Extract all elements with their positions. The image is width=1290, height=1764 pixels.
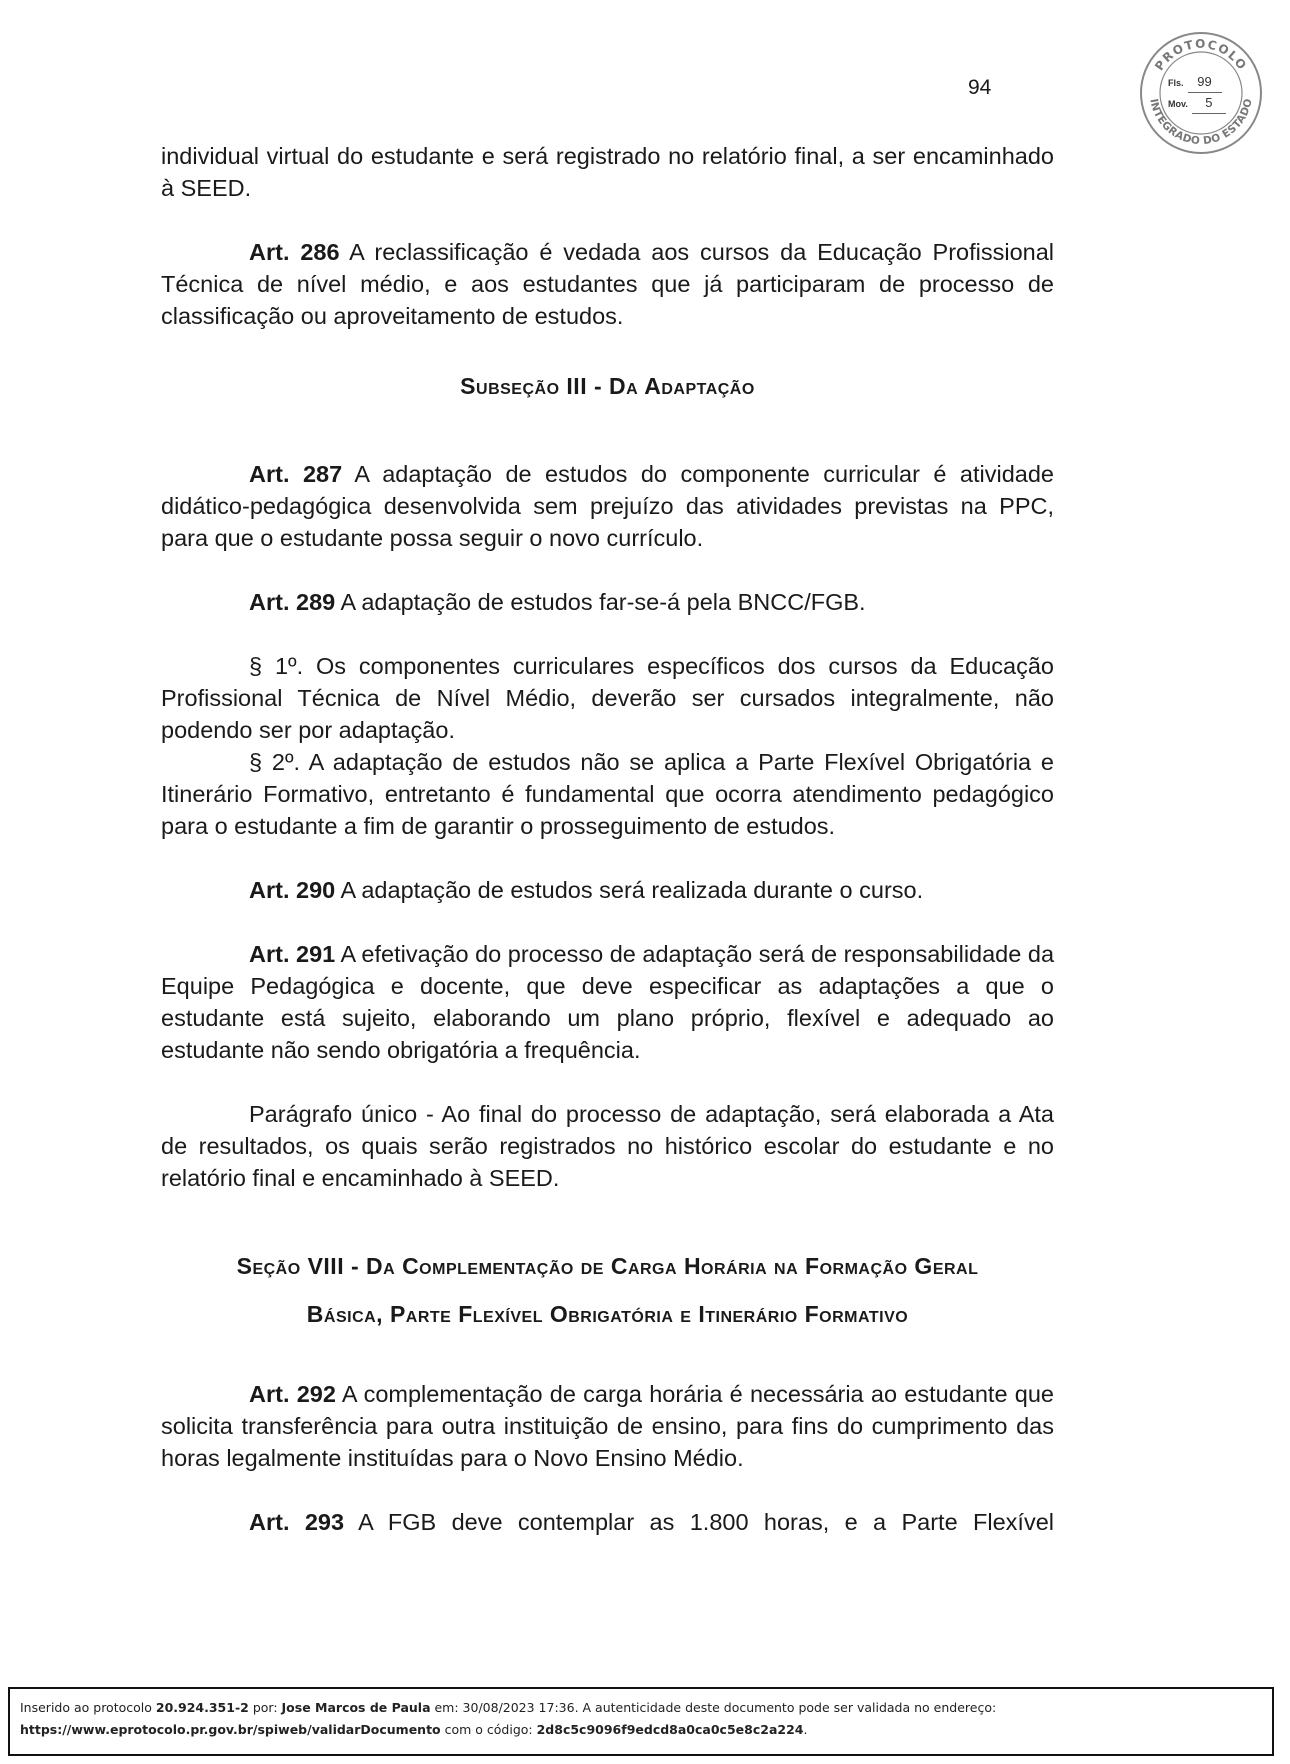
paragraph-1: § 1º. Os componentes curriculares específicos dos cursos da Educação Profissional Técnica de Nível Médio, deverão ser cursados integralmente, não podendo ser por adaptação. <box>161 653 1054 743</box>
author-name: Jose Marcos de Paula <box>281 1700 431 1715</box>
article-290 <box>161 874 1054 906</box>
article-text: A FGB deve contemplar as 1.800 horas, e a Parte Flexível <box>358 1509 1054 1535</box>
validation-url-link[interactable]: https://www.eprotocolo.pr.gov.br/spiweb/validarDocumento <box>20 1722 441 1737</box>
article-287 <box>161 458 1054 554</box>
fls-label: Fls. <box>1168 78 1184 88</box>
article-286 <box>161 236 1054 332</box>
article-text: A adaptação de estudos do componente curricular é atividade didático-pedagógica desenvolvida sem prejuízo das atividades previstas na PPC, para que o estudante possa seguir o novo currículo. <box>161 461 1054 551</box>
article-text: A reclassificação é vedada aos cursos da Educação Profissional Técnica de nível médio, e aos estudantes que já participaram de processo de classificação ou aproveitamento de estudos. <box>161 239 1054 329</box>
page-number: 94 <box>968 76 992 99</box>
section-heading-line-2: Básica, Parte Flexível Obrigatória e Itinerário Formativo <box>306 1301 909 1327</box>
article-text: A complementação de carga horária é necessária ao estudante que solicita transferência para outra instituição de ensino, para fins do cumprimento das horas legalmente instituídas para o Novo Ensino Médio. <box>161 1381 1054 1471</box>
article-label: Art. 290 <box>249 877 336 903</box>
article-label: Art. 292 <box>249 1381 336 1407</box>
article-label: Art. 291 <box>249 941 336 967</box>
validation-code: 2d8c5c9096f9edcd8a0ca0c5e8c2a224 <box>536 1722 804 1737</box>
article-text: A adaptação de estudos será realizada durante o curso. <box>340 877 924 903</box>
mov-label: Mov. <box>1168 99 1188 109</box>
article-label: Art. 287 <box>249 461 343 487</box>
article-289 <box>161 586 1054 618</box>
stamp-bottom-text: INTEGRADO DO ESTADO <box>1147 97 1255 148</box>
footer-text: com o código: <box>440 1722 537 1737</box>
article-label: Art. 286 <box>249 239 340 265</box>
stamp-fields <box>1168 72 1226 114</box>
subsection-heading: Subseção III - Da Adaptação <box>460 373 755 399</box>
footer-text: em: 30/08/2023 17:36. A autenticidade deste documento pode ser validada no endereço: <box>430 1700 997 1715</box>
article-text: A adaptação de estudos far-se-á pela BNCC/FGB. <box>340 589 866 615</box>
fls-value: 99 <box>1188 72 1222 93</box>
section-heading <box>161 1242 1054 1338</box>
mov-value: 5 <box>1192 93 1226 114</box>
paragrafo-unico: Parágrafo único - Ao final do processo de adaptação, será elaborada a Ata de resultados, os quais serão registrados no histórico escolar do estudante e no relatório final e encaminhado à SEED. <box>161 1101 1054 1191</box>
article-text: A efetivação do processo de adaptação será de responsabilidade da Equipe Pedagógica e docente, que deve especificar as adaptações a que o estudante está sujeito, elaborando um plano próprio, flexível e adequado ao estudante não sendo obrigatória a frequência. <box>161 941 1055 1063</box>
article-293 <box>161 1506 1054 1538</box>
article-291 <box>161 938 1054 1066</box>
validation-footer <box>8 1687 1274 1756</box>
article-292 <box>161 1378 1054 1474</box>
protocol-number: 20.924.351-2 <box>155 1700 249 1715</box>
footer-text: por: <box>248 1700 282 1715</box>
stamp-top-text: PROTOCOLO <box>1152 36 1250 74</box>
paragraph-continuation: individual virtual do estudante e será registrado no relatório final, a ser encaminhado à SEED. <box>161 143 1054 201</box>
article-label: Art. 289 <box>249 589 336 615</box>
footer-text: Inserido ao protocolo <box>20 1700 156 1715</box>
paragraph-2: § 2º. A adaptação de estudos não se aplica a Parte Flexível Obrigatória e Itinerário Formativo, entretanto é fundamental que ocorra atendimento pedagógico para o estudante a fim de garantir o prosseguimento de estudos. <box>161 749 1054 839</box>
footer-text: . <box>803 1722 808 1737</box>
document-body <box>161 140 1054 1538</box>
article-label: Art. 293 <box>249 1509 345 1535</box>
svg-text:PROTOCOLO <box>1152 37 1250 73</box>
section-heading-line-1: Seção VIII - Da Complementação de Carga Horária na Formação Geral <box>236 1253 979 1279</box>
